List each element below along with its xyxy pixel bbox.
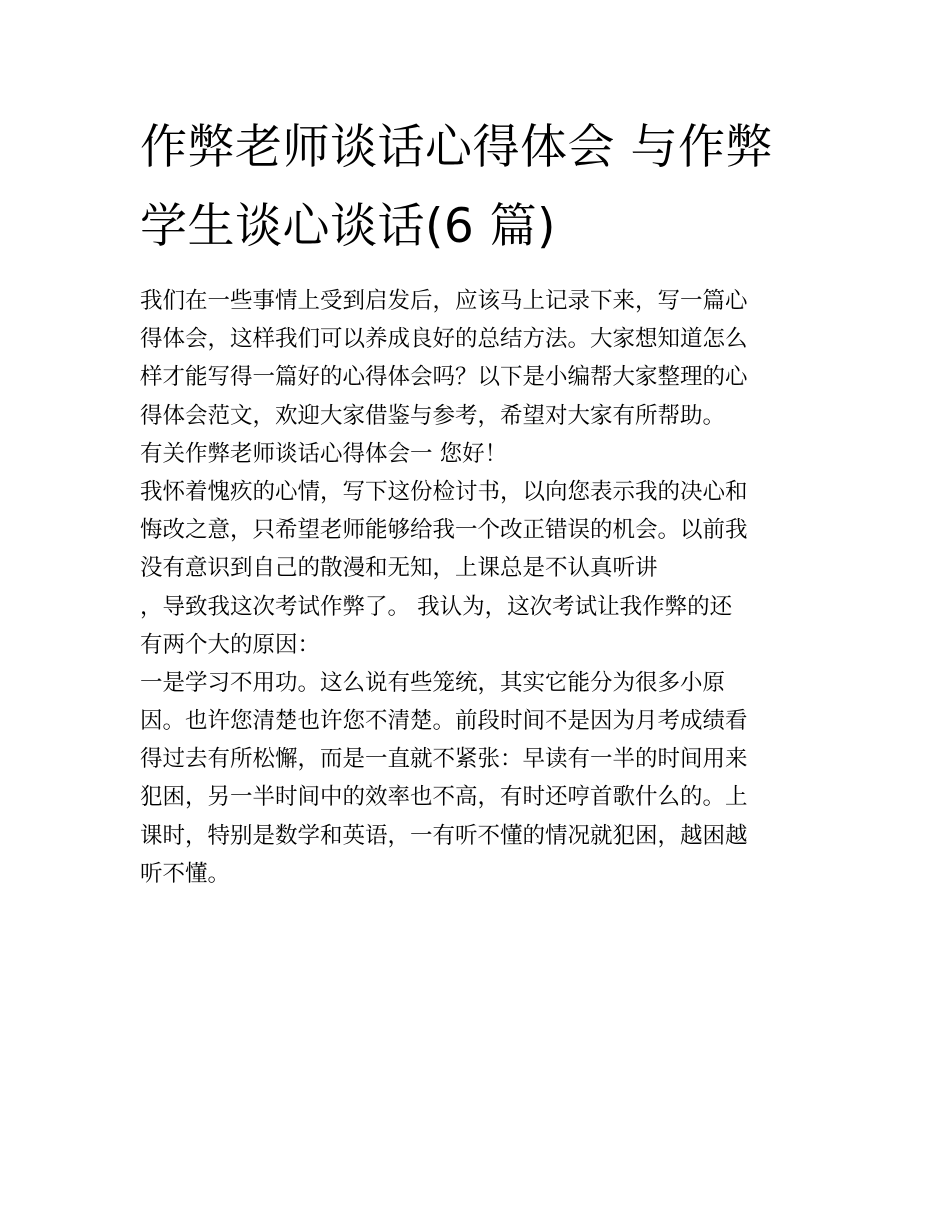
body-line: 得过去有所松懈，而是一直就不紧张：早读有一半的时间用来 [140,746,748,773]
body-line: ，导致我这次考试作弊了。 我认为，这次考试让我作弊的还 [140,593,733,620]
body-line: 因。也许您清楚也许您不清楚。前段时间不是因为月考成绩看 [140,708,748,735]
body-line: 一是学习不用功。这么说有些笼统，其实它能分为很多小原 [140,669,726,696]
body-line: 课时，特别是数学和英语，一有听不懂的情况就犯困，越困越 [140,822,748,849]
document-body [140,282,830,893]
body-line: 犯困，另一半时间中的效率也不高，有时还哼首歌什么的。上 [140,784,748,811]
body-line: 得体会范文，欢迎大家借鉴与参考，希望对大家有所帮助。 [140,402,726,429]
body-line: 听不懂。 [140,860,231,887]
document-title: 作弊老师谈话心得体会 与作弊 学生谈心谈话(6 篇) [140,120,773,254]
body-line: 得体会，这样我们可以养成良好的总结方法。大家想知道怎么 [140,326,748,353]
body-line: 样才能写得一篇好的心得体会吗？以下是小编帮大家整理的心 [140,364,748,391]
body-line: 我们在一些事情上受到启发后，应该马上记录下来，写一篇心 [140,288,748,314]
body-line: 悔改之意，只希望老师能够给我一个改正错误的机会。以前我 [140,517,748,544]
body-line: 没有意识到自己的散漫和无知，上课总是不认真听讲 [140,555,658,582]
body-line: 有两个大的原因： [140,631,321,658]
section-heading-line: 有关作弊老师谈话心得体会一 您好！ [140,440,508,467]
body-line: 我怀着愧疚的心情，写下这份检讨书，以向您表示我的决心和 [140,478,748,505]
